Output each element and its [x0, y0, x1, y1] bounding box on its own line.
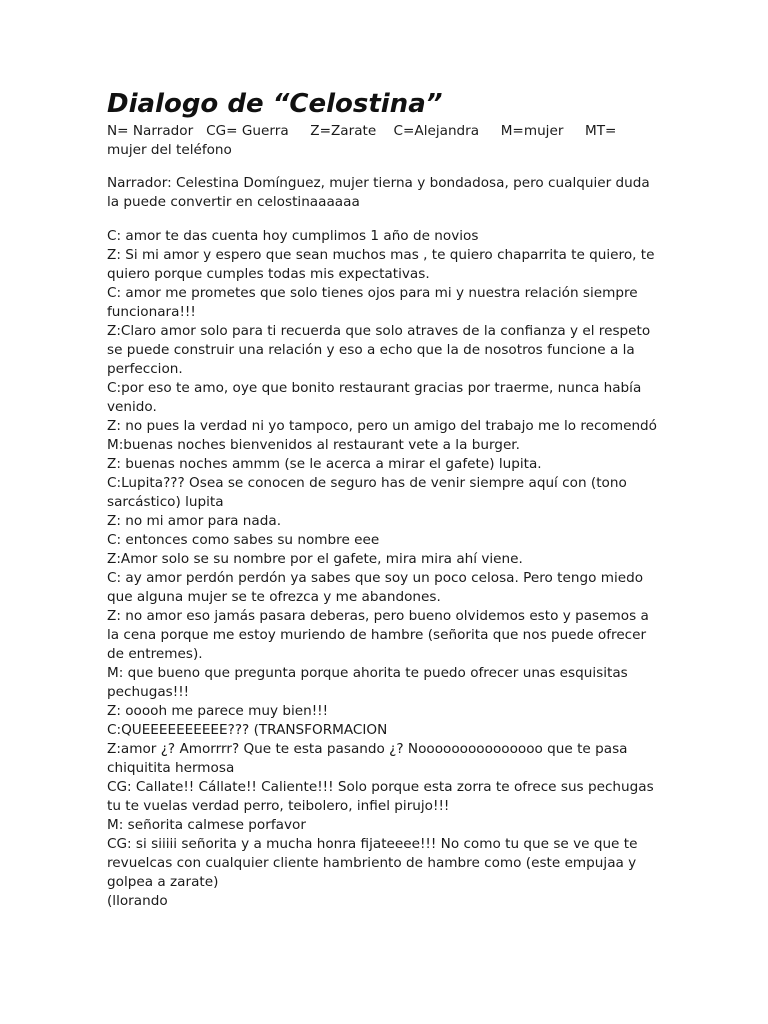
narrator-intro: Narrador: Celestina Domínguez, mujer tierna y bondadosa, pero cualquier duda la puede convertir en celostinaaaaaa — [107, 175, 650, 210]
dialogue-line: (llorando — [107, 893, 168, 909]
character-legend: N= Narrador CG= Guerra Z=Zarate C=Alejandra M=mujer MT= mujer del teléfono — [107, 123, 617, 158]
dialogue-line: Z:Claro amor solo para ti recuerda que solo atraves de la confianza y el respeto se puede construir una relación y eso a echo que la de nosotros funcione a la perfeccion. — [107, 323, 651, 377]
dialogue-line: M:buenas noches bienvenidos al restaurant vete a la burger. — [107, 437, 520, 453]
dialogue-line: M: señorita calmese porfavor — [107, 817, 306, 833]
dialogue-body — [107, 227, 662, 911]
dialogue-line: C: amor me prometes que solo tienes ojos para mi y nuestra relación siempre funcionara!!! — [107, 285, 638, 320]
dialogue-line: Z: no pues la verdad ni yo tampoco, pero un amigo del trabajo me lo recomendó — [107, 418, 658, 434]
dialogue-line: C: ay amor perdón perdón ya sabes que soy un poco celosa. Pero tengo miedo que alguna mujer se te ofrezca y me abandones. — [107, 570, 644, 605]
dialogue-line: Z:Amor solo se su nombre por el gafete, mira mira ahí viene. — [107, 551, 523, 567]
dialogue-line: CG: Callate!! Cállate!! Caliente!!! Solo porque esta zorra te ofrece sus pechugas tu te vuelas verdad perro, teibolero, infiel pirujo!!! — [107, 779, 654, 814]
dialogue-line: Z: no amor eso jamás pasara deberas, pero bueno olvidemos esto y pasemos a la cena porque me estoy muriendo de hambre (señorita que nos puede ofrecer de entremes). — [107, 608, 649, 662]
dialogue-line: C: amor te das cuenta hoy cumplimos 1 año de novios — [107, 228, 479, 244]
dialogue-line: C:QUEEEEEEEEEE??? (TRANSFORMACION — [107, 722, 388, 738]
dialogue-line: Z:amor ¿? Amorrrr? Que te esta pasando ¿? Nooooooooooooooo que te pasa chiquitita hermosa — [107, 741, 628, 776]
document-page — [107, 86, 662, 911]
dialogue-line: Z: no mi amor para nada. — [107, 513, 282, 529]
dialogue-line: Z: buenas noches ammm (se le acerca a mirar el gafete) lupita. — [107, 456, 542, 472]
dialogue-line: Z: ooooh me parece muy bien!!! — [107, 703, 329, 719]
dialogue-line: M: que bueno que pregunta porque ahorita te puedo ofrecer unas esquisitas pechugas!!! — [107, 665, 628, 700]
dialogue-line: Z: Si mi amor y espero que sean muchos mas , te quiero chaparrita te quiero, te quiero porque cumples todas mis expectativas. — [107, 247, 655, 282]
dialogue-line: C:por eso te amo, oye que bonito restaurant gracias por traerme, nunca había venido. — [107, 380, 642, 415]
dialogue-line: C: entonces como sabes su nombre eee — [107, 532, 380, 548]
dialogue-line: C:Lupita??? Osea se conocen de seguro has de venir siempre aquí con (tono sarcástico) lupita — [107, 475, 627, 510]
dialogue-line: CG: si siiiii señorita y a mucha honra fijateeee!!! No como tu que se ve que te revuelcas con cualquier cliente hambriento de hambre como (este empujaa y golpea a zarate) — [107, 836, 638, 890]
document-title: Dialogo de “Celostina” — [107, 89, 443, 119]
